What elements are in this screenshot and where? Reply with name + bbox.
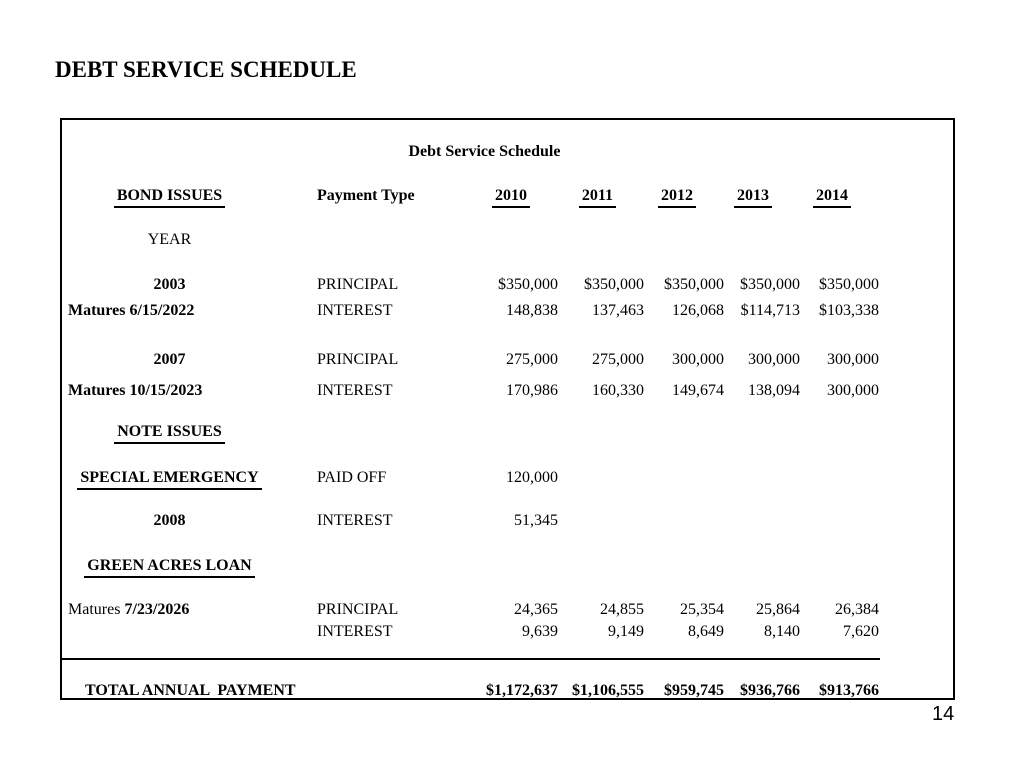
amount-cell: 8,140 [764,623,800,640]
maturity-date-cell: Matures 6/15/2022 [68,302,195,319]
amount-cell: 24,855 [600,601,644,618]
table-row-2008-interest [62,511,879,530]
year-2013-label: 2013 [734,186,772,208]
amount-cell [800,511,879,530]
table-row-2003-interest [62,301,879,320]
section-green-acres-loan [62,556,879,578]
amount-cell: 300,000 [827,382,879,399]
bond-year-cell: 2003 [153,276,186,293]
column-header-year-2011 [558,186,644,208]
total-amount-cell: $1,106,555 [572,682,644,699]
bond-year-cell: 2007 [153,351,186,368]
amount-cell: 26,384 [835,601,879,618]
amount-cell: 9,639 [522,623,558,640]
green-acres-loan-label: GREEN ACRES LOAN [84,556,254,578]
total-amount-cell: $936,766 [740,682,800,699]
amount-cell: 8,649 [688,623,724,640]
note-issues-label: NOTE ISSUES [114,422,225,444]
amount-cell: 25,354 [680,601,724,618]
amount-cell: 24,365 [514,601,558,618]
table-row-total [62,681,879,700]
amount-cell: $350,000 [819,276,879,293]
amount-cell: 160,330 [592,382,644,399]
table-row-2007-interest [62,381,879,400]
section-header-cell [62,422,277,444]
amount-cell [800,468,879,490]
amount-cell: $350,000 [584,276,644,293]
year-2011-label: 2011 [579,186,616,208]
payment-type-cell: PRINCIPAL [317,351,399,368]
amount-cell: 300,000 [748,351,800,368]
total-amount-cell: $913,766 [819,682,879,699]
year-2012-label: 2012 [658,186,696,208]
column-header-year-2010 [442,186,558,208]
amount-cell: $114,713 [740,302,800,319]
amount-cell: 275,000 [592,351,644,368]
matures-prefix: Matures [68,601,125,618]
total-amount-cell: $1,172,637 [486,682,558,699]
maturity-date-value: 7/23/2026 [124,601,190,618]
special-emergency-label: SPECIAL EMERGENCY [77,468,261,490]
section-note-issues [62,422,879,444]
amount-cell: 7,620 [843,623,879,640]
total-divider-line [60,658,880,660]
total-label-cell: TOTAL ANNUAL PAYMENT [85,682,296,699]
amount-cell [558,511,644,530]
payment-type-cell: INTEREST [317,382,393,399]
amount-cell: $103,338 [819,302,879,319]
amount-cell: $350,000 [740,276,800,293]
column-header-year-2014 [800,186,879,208]
column-header-year-2013 [724,186,800,208]
amount-cell [724,511,800,530]
amount-cell: $350,000 [664,276,724,293]
column-header-payment-type: Payment Type [317,187,415,204]
payment-type-cell: PRINCIPAL [317,276,399,293]
amount-cell: 138,094 [748,382,800,399]
column-header-year-2012 [644,186,724,208]
year-2014-label: 2014 [813,186,851,208]
amount-cell: 300,000 [827,351,879,368]
payment-type-cell: INTEREST [317,512,393,529]
page-number: 14 [932,703,955,725]
year-subheader-row [62,230,879,249]
amount-cell: $350,000 [498,276,558,293]
amount-cell [644,468,724,490]
year-subheader-label: YEAR [147,231,192,248]
amount-cell: 137,463 [592,302,644,319]
note-name-cell [62,468,277,490]
bond-issues-label: BOND ISSUES [114,186,225,208]
column-header-bond-issues [62,186,277,208]
payment-type-cell: INTEREST [317,623,393,640]
amount-cell [724,468,800,490]
amount-cell: 9,149 [608,623,644,640]
table-row-green-acres-principal [62,600,879,619]
maturity-date-cell: Matures 10/15/2023 [68,382,203,399]
section-header-cell [62,556,277,578]
table-row-special-emergency [62,468,879,490]
table-row-green-acres-interest [62,622,879,641]
payment-type-cell: PAID OFF [317,469,387,486]
table-row-2003-principal [62,275,879,294]
amount-cell [644,511,724,530]
amount-cell: 148,838 [506,302,558,319]
amount-cell [558,468,644,490]
amount-cell: 51,345 [514,512,558,529]
schedule-table-box [60,118,955,700]
total-amount-cell: $959,745 [664,682,724,699]
amount-cell: 300,000 [672,351,724,368]
amount-cell: 170,986 [506,382,558,399]
amount-cell: 126,068 [672,302,724,319]
amount-cell: 120,000 [506,469,558,486]
payment-type-cell: PRINCIPAL [317,601,399,618]
year-2010-label: 2010 [492,186,530,208]
amount-cell: 149,674 [672,382,724,399]
page-title: DEBT SERVICE SCHEDULE [55,57,357,82]
payment-type-cell: INTEREST [317,302,393,319]
empty-cell [62,622,277,641]
table-heading: Debt Service Schedule [408,143,561,160]
table-header-row [62,186,879,208]
bond-year-cell: 2008 [153,512,186,529]
maturity-date-cell [62,600,277,619]
amount-cell: 25,864 [756,601,800,618]
table-row-2007-principal [62,350,879,369]
amount-cell: 275,000 [506,351,558,368]
